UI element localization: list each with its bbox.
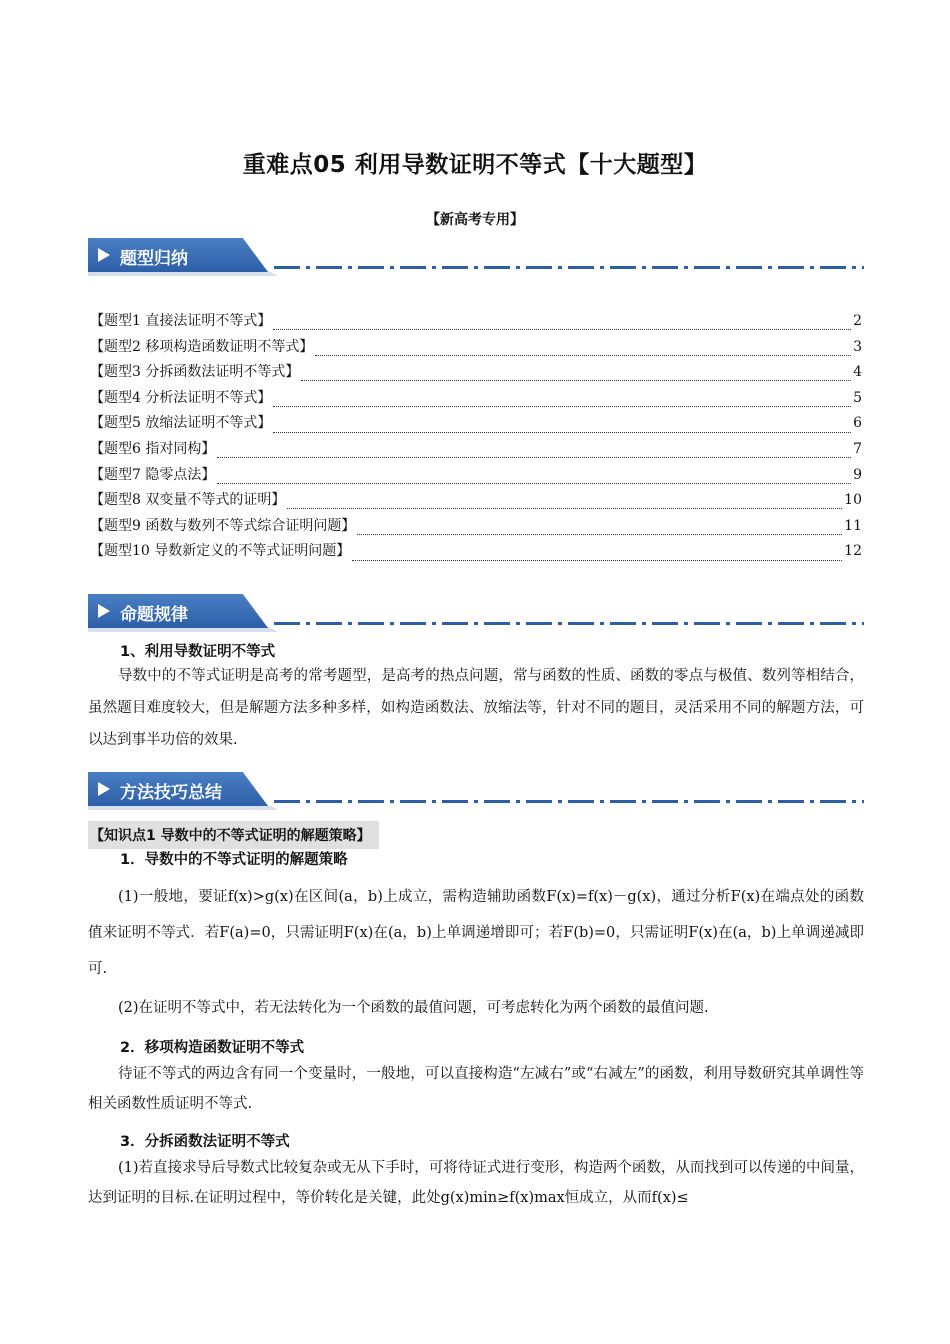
toc-item[interactable] xyxy=(90,310,862,336)
section-banner-rules xyxy=(88,594,864,630)
toc-item-page: 5 xyxy=(853,389,862,406)
toc-item-label: 【题型1 直接法证明不等式】 xyxy=(90,313,272,329)
toc-item-page: 12 xyxy=(844,543,862,560)
table-of-contents xyxy=(90,310,862,566)
toc-item[interactable] xyxy=(90,464,862,490)
toc-item[interactable] xyxy=(90,336,862,362)
toc-item-page: 4 xyxy=(853,364,862,381)
toc-item[interactable] xyxy=(90,438,862,464)
toc-item-label: 【题型4 分析法证明不等式】 xyxy=(90,389,272,406)
toc-item-page: 7 xyxy=(853,440,862,457)
knowledge-point-label: 【知识点1 导数中的不等式证明的解题策略】 xyxy=(88,821,379,849)
toc-item-label: 【题型5 放缩法证明不等式】 xyxy=(90,415,272,432)
play-arrow-icon xyxy=(98,604,110,618)
toc-item-page: 10 xyxy=(844,492,862,509)
page-subtitle: 【新高考专用】 xyxy=(426,212,524,228)
section-3-paragraph-1: (1)若直接求导后导数式比较复杂或无从下手时，可将待证式进行变形，构造两个函数，从而找到可以传递的中间量，达到证明的目标.在证明过程中，等价转化是关键，此处g(x)min≥f(x)max恒成立，从而f(x)≤ xyxy=(88,1160,864,1206)
toc-item-page: 3 xyxy=(853,338,862,355)
section-banner-types xyxy=(88,238,864,274)
toc-item[interactable] xyxy=(90,489,862,515)
toc-item-page: 11 xyxy=(844,517,862,534)
toc-item-label: 【题型7 隐零点法】 xyxy=(90,466,216,483)
toc-item-page: 6 xyxy=(853,415,862,432)
play-arrow-icon xyxy=(98,782,110,796)
toc-item-page: 2 xyxy=(853,313,862,329)
section-1-paragraph-2: (2)在证明不等式中，若无法转化为一个函数的最值问题，可考虑转化为两个函数的最值问题. xyxy=(118,1000,709,1016)
toc-item-label: 【题型10 导数新定义的不等式证明问题】 xyxy=(90,543,351,560)
section-banner-label: 命题规律 xyxy=(120,605,188,625)
section-heading-3: 3．分拆函数法证明不等式 xyxy=(120,1134,290,1150)
toc-item-label: 【题型8 双变量不等式的证明】 xyxy=(90,492,286,509)
section-2-paragraph-1: 待证不等式的两边含有同一个变量时，一般地，可以直接构造“左减右”或“右减左”的函数，利用导数研究其单调性等相关函数性质证明不等式. xyxy=(88,1066,864,1112)
dash-dot-divider xyxy=(274,622,864,625)
toc-item[interactable] xyxy=(90,540,862,566)
toc-item[interactable] xyxy=(90,515,862,541)
rules-heading: 1、利用导数证明不等式 xyxy=(120,644,276,660)
toc-item-label: 【题型3 分拆函数法证明不等式】 xyxy=(90,364,300,381)
section-heading-2: 2．移项构造函数证明不等式 xyxy=(120,1040,305,1056)
rules-paragraph: 导数中的不等式证明是高考的常考题型，是高考的热点问题，常与函数的性质、函数的零点与极值、数列等相结合，虽然题目难度较大，但是解题方法多种多样，如构造函数法、放缩法等，针对不同的题目，灵活采用不同的解题方法，可以达到事半功倍的效果. xyxy=(88,668,864,748)
toc-item-label: 【题型2 移项构造函数证明不等式】 xyxy=(90,338,314,355)
dash-dot-divider xyxy=(274,266,864,269)
toc-item[interactable] xyxy=(90,361,862,387)
toc-item[interactable] xyxy=(90,387,862,413)
section-heading-1: 1．导数中的不等式证明的解题策略 xyxy=(120,852,348,868)
dash-dot-divider xyxy=(274,800,864,803)
play-arrow-icon xyxy=(98,248,110,262)
section-banner-label: 方法技巧总结 xyxy=(120,783,222,803)
section-1-paragraph-1: (1)一般地，要证f(x)>g(x)在区间(a，b)上成立，需构造辅助函数F(x)=f(x)－g(x)，通过分析F(x)在端点处的函数值来证明不等式．若F(a)=0，只需证明F(x)在(a，b)上单调递增即可；若F(b)=0，只需证明F(x)在(a，b)上单调递减即可. xyxy=(88,889,864,977)
toc-item-label: 【题型9 函数与数列不等式综合证明问题】 xyxy=(90,517,356,534)
section-banner-methods xyxy=(88,772,864,808)
section-banner-label: 题型归纳 xyxy=(120,249,188,269)
toc-item-label: 【题型6 指对同构】 xyxy=(90,440,216,457)
toc-item-page: 9 xyxy=(853,466,862,483)
toc-item[interactable] xyxy=(90,412,862,438)
page-title: 重难点05 利用导数证明不等式【十大题型】 xyxy=(242,152,708,178)
